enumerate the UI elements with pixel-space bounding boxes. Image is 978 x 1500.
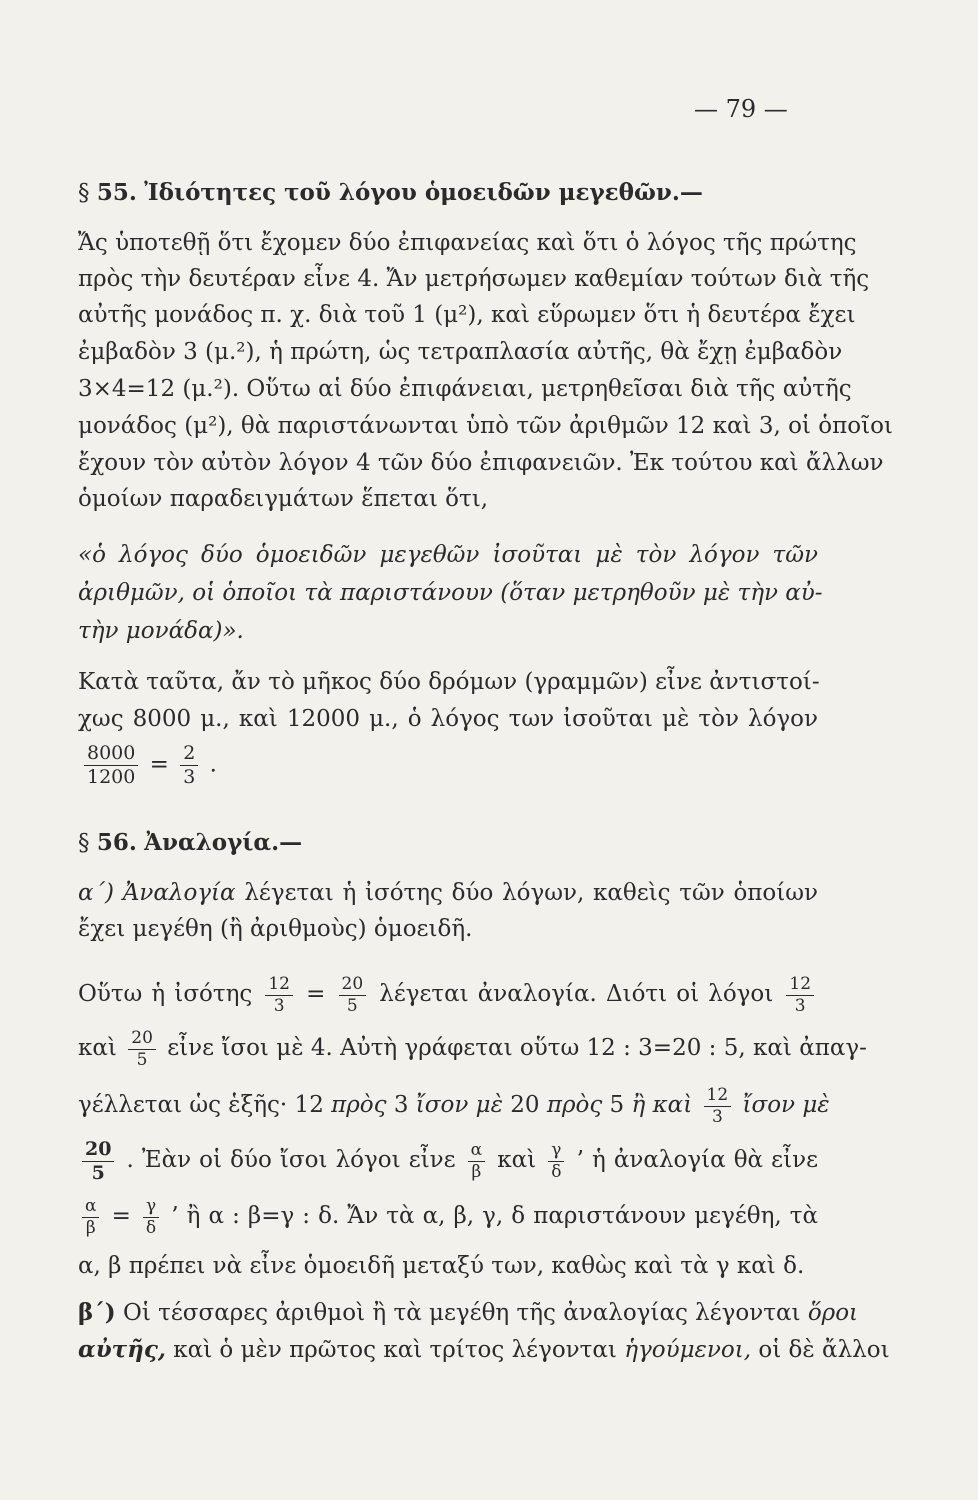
section-title: Ἀναλογία.—	[144, 829, 303, 856]
paragraph-line: πρὸς τὴν δευτέραν εἶνε 4. Ἄν μετρήσωμεν καθεμίαν τούτων διὰ τῆς	[78, 266, 870, 292]
ratio-equation: $\frac{8000}{1200}$ = $\frac{2}{3}$ .	[80, 744, 217, 787]
fraction: $\frac{12}{3}$	[265, 976, 293, 1015]
fraction-line: καὶ $\frac{20}{5}$ εἶνε ἴσοι μὲ 4. Αὐτὴ γράφεται οὕτω 12 : 3=20 : 5, καὶ ἀπαγ-	[78, 1027, 867, 1070]
fraction: $\frac{12}{3}$	[704, 1087, 732, 1126]
paragraph-line: Ἄς ὑποτεθῇ ὅτι ἔχομεν δύο ἐπιφανείας καὶ ὅτι ὁ λόγος τῆς πρώτης	[78, 230, 857, 256]
fraction-line: γέλλεται ὡς ἑξῆς· 12 πρὸς 3 ἴσον μὲ 20 πρὸς 5 ἢ καὶ $\frac{12}{3}$ ἴσον μὲ	[78, 1084, 830, 1127]
defined-term: Ἀναλογία	[122, 880, 236, 906]
fraction: $\frac{\alpha}{\beta}$	[82, 1198, 99, 1237]
fraction: $\frac{20}{5}$	[339, 976, 367, 1015]
fraction-line: Οὕτω ἡ ἰσότης $\frac{12}{3}$ = $\frac{20}{5}$ λέγεται ἀναλογία. Διότι οἱ λόγοι $\frac{12}{3}$	[78, 972, 818, 1016]
fraction-line: $\frac{20}{5}$ . Ἐὰν οἱ δύο ἴσοι λόγοι εἶνε $\frac{\alpha}{\beta}$ καὶ $\frac{\gamma}{\delta}$ ’ ἡ ἀναλογία θὰ εἶνε	[78, 1138, 818, 1183]
fraction: $\frac{20}{5}$	[82, 1140, 114, 1183]
rule-quote-line: τὴν μονάδα)».	[78, 618, 244, 644]
section-number: 56.	[96, 829, 137, 856]
fraction: $\frac{8000}{1200}$	[84, 744, 138, 787]
paragraph-line: αὐτῆς, καὶ ὁ μὲν πρῶτος καὶ τρίτος λέγονται ἡγούμενοι, οἱ δὲ ἄλλοι	[78, 1336, 890, 1363]
rule-quote-line: «ὁ λόγος δύο ὁμοειδῶν μεγεθῶν ἰσοῦται μὲ τὸν λόγον τῶν	[78, 542, 818, 568]
paragraph-line: ἐμβαδὸν 3 (μ.²), ἡ πρώτη, ὡς τετραπλασία αὐτῆς, θὰ ἔχῃ ἐμβαδὸν	[78, 339, 843, 365]
paragraph-line: ἔχει μεγέθη (ἢ ἀριθμοὺς) ὁμοειδῆ.	[78, 916, 473, 942]
defined-term: ἡγούμενοι,	[624, 1337, 752, 1363]
defined-term: ὅροι	[807, 1300, 859, 1326]
paragraph-line: αὐτῆς μονάδος π. χ. διὰ τοῦ 1 (μ²), καὶ εὕρωμεν ὅτι ἡ δευτέρα ἔχει	[78, 302, 856, 328]
definition-line: β΄) Οἱ τέσσαρες ἀριθμοὶ ἢ τὰ μεγέθη τῆς ἀναλογίας λέγονται ὅροι	[78, 1299, 859, 1326]
fraction: $\frac{\gamma}{\delta}$	[548, 1142, 564, 1181]
section-sign: §	[78, 830, 90, 856]
section-number: 55.	[96, 179, 137, 206]
section-56-heading	[78, 828, 302, 858]
defined-term: αὐτῆς,	[78, 1336, 166, 1363]
paragraph-line: χως 8000 μ., καὶ 12000 μ., ὁ λόγος των ἰσοῦται μὲ τὸν λόγον	[78, 706, 818, 732]
section-55-heading	[78, 178, 703, 208]
fraction: $\frac{12}{3}$	[786, 976, 814, 1015]
fraction: $\frac{2}{3}$	[180, 744, 198, 787]
section-sign: §	[78, 180, 90, 206]
paragraph-line: ὁμοίων παραδειγμάτων ἕπεται ὅτι,	[78, 486, 489, 512]
paragraph-line: 3×4=12 (μ.²). Οὕτω αἱ δύο ἐπιφάνειαι, μετρηθεῖσαι διὰ τῆς αὐτῆς	[78, 376, 852, 402]
fraction: $\frac{\gamma}{\delta}$	[143, 1198, 159, 1237]
paragraph-line: μονάδος (μ²), θὰ παριστάνωνται ὑπὸ τῶν ἀριθμῶν 12 καὶ 3, οἱ ὁποῖοι	[78, 413, 893, 439]
item-label: β΄)	[78, 1299, 116, 1326]
rule-quote-line: ἀριθμῶν, οἱ ὁποῖοι τὰ παριστάνουν (ὅταν μετρηθοῦν μὲ τὴν αὐ-	[78, 580, 823, 606]
paragraph-line: Κατὰ ταῦτα, ἄν τὸ μῆκος δύο δρόμων (γραμμῶν) εἶνε ἀντιστοί-	[78, 669, 820, 695]
paragraph-line: α, β πρέπει νὰ εἶνε ὁμοειδῆ μεταξύ των, καθὼς καὶ τὰ γ καὶ δ.	[78, 1253, 805, 1279]
page-number: — 79 —	[694, 95, 788, 123]
fraction: $\frac{\alpha}{\beta}$	[468, 1142, 485, 1181]
fraction-line: $\frac{\alpha}{\beta}$ = $\frac{\gamma}{\delta}$ ’ ἢ α : β=γ : δ. Ἄν τὰ α, β, γ, δ παριστάνουν μεγέθη, τὰ	[78, 1194, 818, 1238]
definition-line: α΄) Ἀναλογία λέγεται ἡ ἰσότης δύο λόγων, καθεὶς τῶν ὁποίων	[78, 880, 819, 906]
paragraph-line: ἔχουν τὸν αὐτὸν λόγον 4 τῶν δύο ἐπιφανειῶν. Ἐκ τούτου καὶ ἄλλων	[78, 450, 884, 476]
fraction: $\frac{20}{5}$	[128, 1030, 156, 1069]
item-label: α΄)	[78, 880, 115, 906]
section-title: Ἰδιότητες τοῦ λόγου ὁμοειδῶν μεγεθῶν.—	[144, 179, 703, 206]
